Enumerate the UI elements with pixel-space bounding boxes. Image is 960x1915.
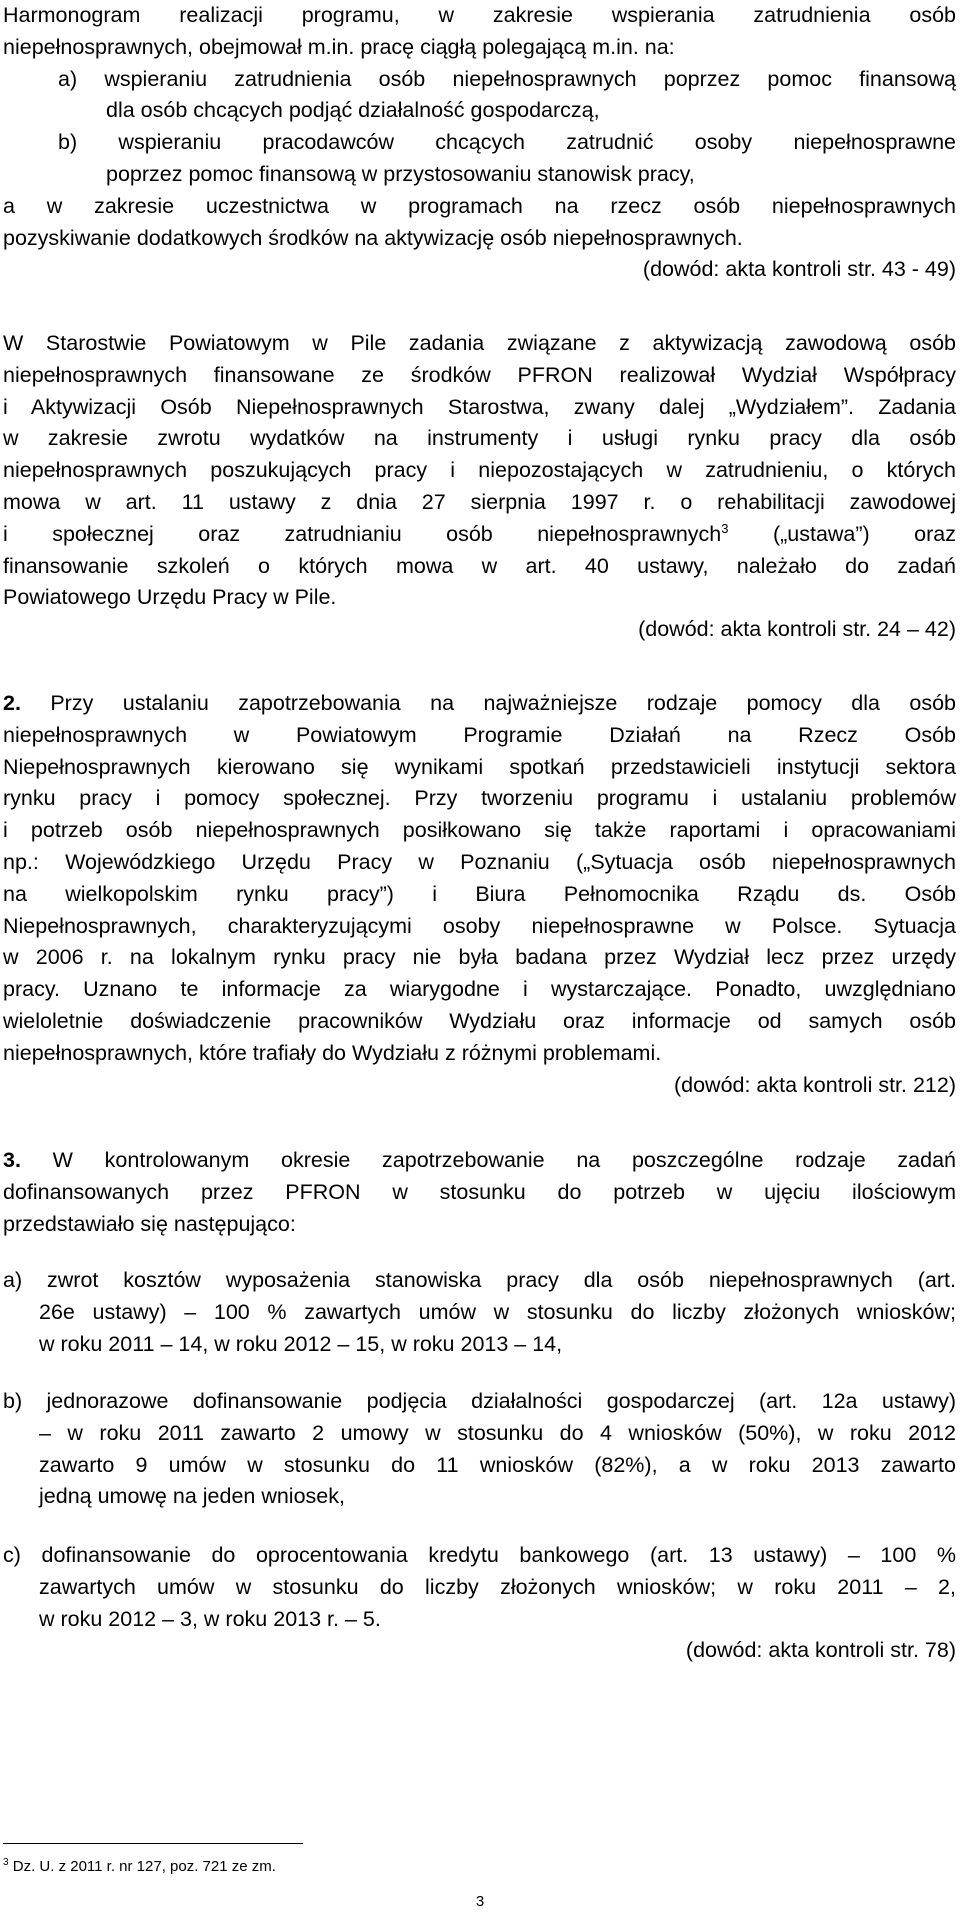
paragraph-starostwo (3, 328, 956, 646)
footnote-marker: 3 (3, 1857, 9, 1868)
evidence-reference: (dowód: akta kontroli str. 78) (685, 1638, 956, 1663)
footnote (3, 1858, 276, 1876)
text-line: w roku 2012 – 3, w roku 2013 r. – 5. (39, 1606, 381, 1631)
list-item-a-cont: dla osób chcących podjąć działalność gospodarczą, (106, 98, 600, 123)
text-line: i potrzeb osób niepełnosprawnych posiłkowano się także raportami i opracowaniami (3, 818, 956, 843)
text-line: jedną umowę na jeden wniosek, (39, 1484, 345, 1509)
text-line: wieloletnie doświadczenie pracowników Wydziału oraz informacje od samych osób (3, 1008, 956, 1033)
text-line: niepełnosprawnych finansowane ze środków PFRON realizował Wydział Współpracy (3, 362, 956, 387)
evidence-reference: (dowód: akta kontroli str. 43 - 49) (642, 257, 956, 282)
text-fragment: Przy ustalaniu zapotrzebowania na najważniejsze rodzaje pomocy dla osób (20, 691, 956, 715)
text-line: zawartych umów w stosunku do liczby złożonych wniosków; w roku 2011 – 2, (39, 1574, 956, 1599)
text-line: pracy. Uznano te informacje za wiarygodne i wystarczające. Ponadto, uwzględniano (3, 977, 956, 1002)
text-line: niepełnosprawnych poszukujących pracy i niepozostających w zatrudnieniu, o których (3, 458, 956, 483)
text-line: 26e ustawy) – 100 % zawartych umów w stosunku do liczby złożonych wniosków; (39, 1299, 956, 1324)
section-number: 3. (3, 1148, 21, 1172)
page-number: 3 (475, 1893, 485, 1910)
list-item-a: a) wspieraniu zatrudnienia osób niepełnosprawnych poprzez pomoc finansową (58, 66, 956, 91)
list-item-b (3, 1386, 956, 1513)
text-line: Niepełnosprawnych kierowano się wynikami spotkań przedstawicieli instytucji sektora (3, 754, 956, 779)
text-line: Powiatowego Urzędu Pracy w Pile. (3, 585, 337, 610)
text-line: finansowanie szkoleń o których mowa w art. 40 ustawy, należało do zadań (3, 553, 956, 578)
text-line: a) zwrot kosztów wyposażenia stanowiska pracy dla osób niepełnosprawnych (art. (3, 1268, 956, 1292)
evidence-reference: (dowód: akta kontroli str. 212) (673, 1072, 956, 1097)
section-2-first-line (3, 688, 956, 720)
text-fragment: i społecznej oraz zatrudnianiu osób niepełnosprawnych (3, 521, 722, 546)
list-item-c (3, 1540, 956, 1667)
list-item-b-cont: poprzez pomoc finansową w przystosowaniu stanowisk pracy, (106, 161, 695, 186)
footnote-text: Dz. U. z 2011 r. nr 127, poz. 721 ze zm. (8, 1858, 276, 1875)
text-line: w roku 2011 – 14, w roku 2012 – 15, w roku 2013 – 14, (39, 1331, 563, 1356)
text-line: i Aktywizacji Osób Niepełnosprawnych Starostwa, zwany dalej „Wydziałem”. Zadania (3, 394, 956, 419)
text-line: na wielkopolskim rynku pracy”) i Biura Pełnomocnika Rządu ds. Osób (3, 881, 956, 906)
footnote-separator (3, 1843, 303, 1844)
text-line: w 2006 r. na lokalnym rynku pracy nie była badana przez Wydział lecz przez urzędy (3, 945, 956, 970)
text-line: rynku pracy i pomocy społecznej. Przy tworzeniu programu i ustalaniu problemów (3, 786, 956, 811)
text-line: c) dofinansowanie do oprocentowania kredytu bankowego (art. 13 ustawy) – 100 % (3, 1543, 956, 1567)
text-line: zawarto 9 umów w stosunku do 11 wniosków (82%), a w roku 2013 zawarto (39, 1452, 956, 1477)
text-line: dofinansowanych przez PFRON w stosunku do potrzeb w ujęciu ilościowym (3, 1179, 956, 1204)
text-fragment: („ustawa”) oraz (728, 521, 956, 546)
text-line: np.: Wojewódzkiego Urzędu Pracy w Poznaniu („Sytuacja osób niepełnosprawnych (3, 849, 956, 874)
text-line: – w roku 2011 zawarto 2 umowy w stosunku do 4 wniosków (50%), w roku 2012 (39, 1420, 956, 1445)
text-line: W Starostwie Powiatowym w Pile zadania związane z aktywizacją zawodową osób (3, 331, 956, 355)
text-line: b) jednorazowe dofinansowanie podjęcia działalności gospodarczej (art. 12a ustawy) (3, 1389, 956, 1413)
text-line: w zakresie zwrotu wydatków na instrumenty i usługi rynku pracy dla osób (3, 426, 956, 451)
text-line: a w zakresie uczestnictwa w programach na rzecz osób niepełnosprawnych (3, 193, 956, 218)
section-number: 2. (3, 691, 21, 715)
text-line-with-footnote (3, 519, 956, 551)
text-line: niepełnosprawnych, obejmował m.in. pracę ciągłą polegającą m.in. na: (3, 34, 675, 59)
text-line: mowa w art. 11 ustawy z dnia 27 sierpnia 1997 r. o rehabilitacji zawodowej (3, 489, 956, 514)
text-line: przedstawiało się następująco: (3, 1211, 296, 1236)
list-item-b: b) wspieraniu pracodawców chcących zatrudnić osoby niepełnosprawne (58, 130, 956, 155)
evidence-reference: (dowód: akta kontroli str. 24 – 42) (638, 617, 956, 642)
text-line: Harmonogram realizacji programu, w zakresie wspierania zatrudnienia osób (3, 3, 956, 27)
section-2 (3, 688, 956, 1101)
text-line: niepełnosprawnych w Powiatowym Programie Działań na Rzecz Osób (3, 722, 956, 747)
text-fragment: W kontrolowanym okresie zapotrzebowanie na poszczególne rodzaje zadań (20, 1148, 956, 1172)
intro-section (3, 0, 956, 286)
footnote-marker: 3 (721, 520, 729, 536)
text-line: Niepełnosprawnych, charakteryzującymi osoby niepełnosprawne w Polsce. Sytuacja (3, 913, 956, 938)
section-3-first-line (3, 1145, 956, 1177)
list-item-a (3, 1265, 956, 1360)
text-line: pozyskiwanie dodatkowych środków na aktywizację osób niepełnosprawnych. (3, 225, 743, 250)
text-line: niepełnosprawnych, które trafiały do Wydziału z różnymi problemami. (3, 1040, 662, 1065)
section-3 (3, 1145, 956, 1240)
